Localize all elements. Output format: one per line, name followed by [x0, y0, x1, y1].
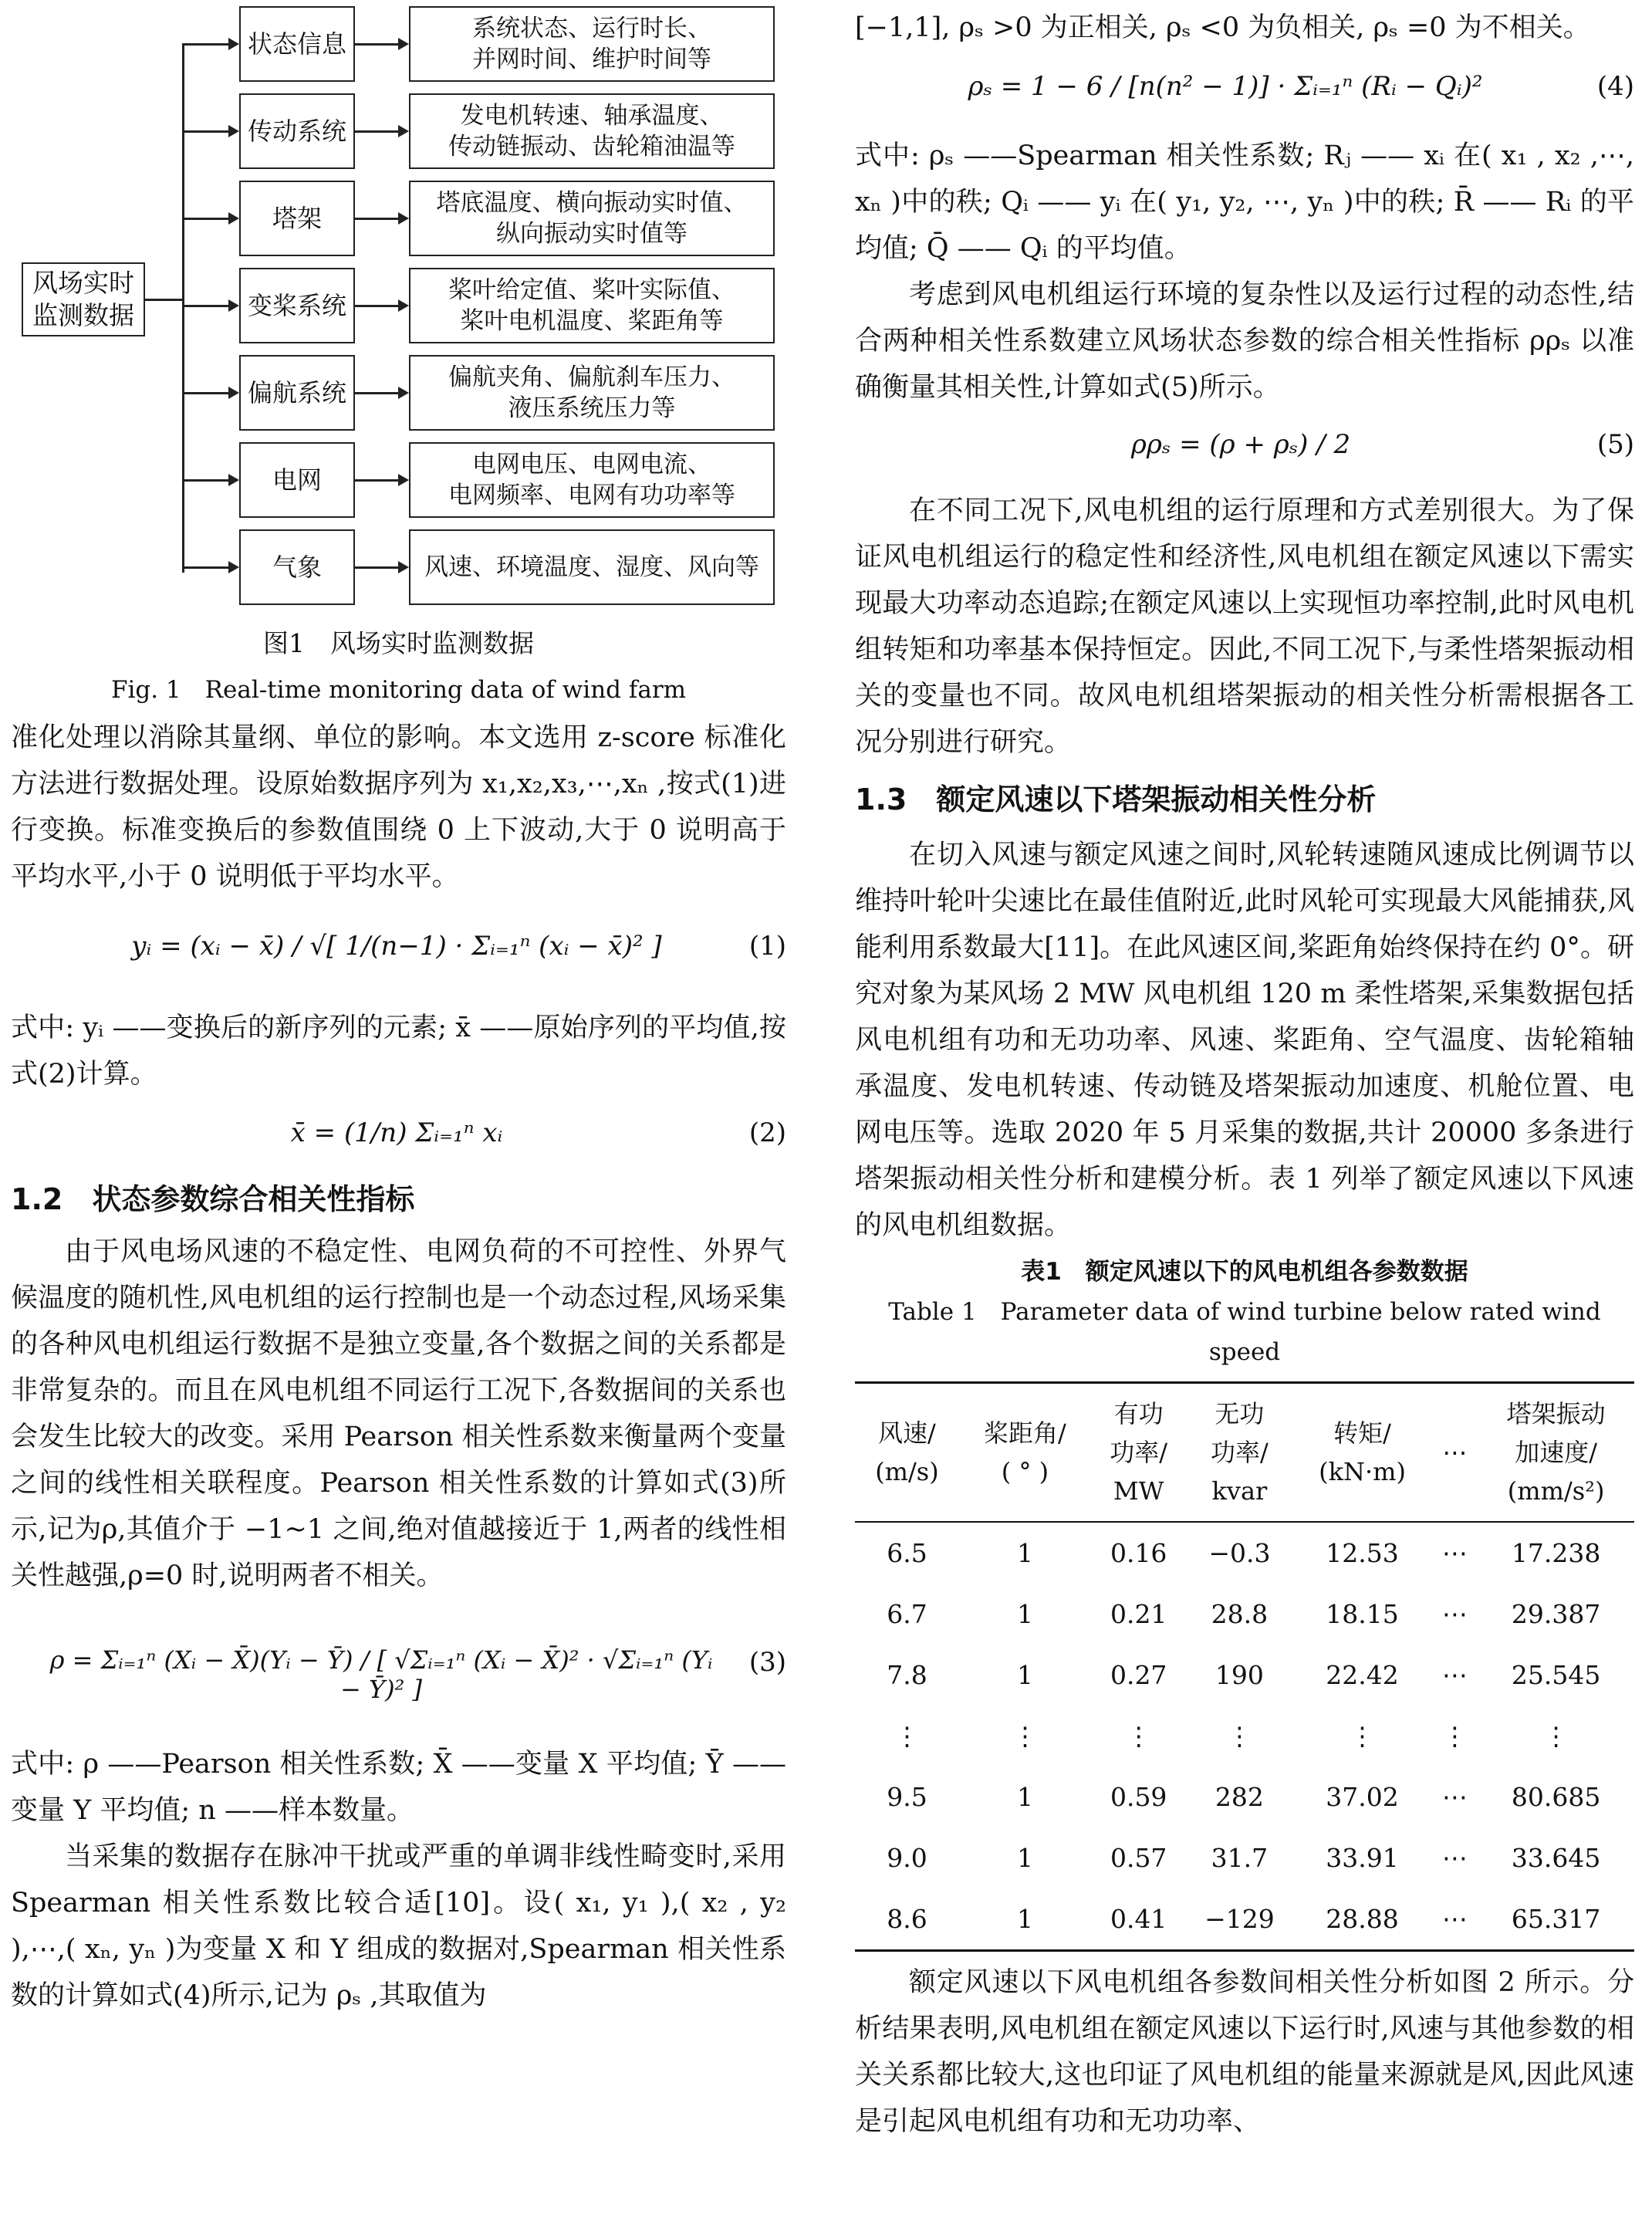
table-cell: 1 [1016, 1904, 1033, 1934]
detail-box: 发电机转速、轴承温度、 传动链振动、齿轮箱油温等 [409, 93, 775, 169]
table-cell: 31.7 [1211, 1843, 1269, 1873]
table-caption-en: Table 1 Parameter data of wind turbine below rated wind speed [888, 1298, 1601, 1366]
arrow-right-icon [398, 474, 409, 486]
parameter-table [855, 1381, 1634, 1952]
connector-root [145, 299, 184, 301]
connector-branch [182, 392, 231, 394]
table-cell: ⋯ [1441, 1782, 1468, 1812]
table-cell: 0.41 [1110, 1904, 1167, 1934]
connector-detail [355, 130, 403, 133]
detail-box: 塔底温度、横向振动实时值、 纵向振动实时值等 [409, 181, 775, 256]
left-column [11, 715, 786, 2019]
table-cell: 33.91 [1326, 1843, 1399, 1873]
equation-2 [11, 1097, 786, 1178]
detail-box: 偏航夹角、偏航刹车压力、 液压系统压力等 [409, 355, 775, 431]
category-box: 塔架 [239, 181, 355, 256]
detail-box: 系统状态、运行时长、 并网时间、维护时间等 [409, 6, 775, 82]
table-header-cell: 有功 功率/ MW [1110, 1399, 1168, 1506]
table-cell: 17.238 [1511, 1538, 1601, 1568]
equation-3-body: ρ = Σᵢ₌₁ⁿ (Xᵢ − X̄)(Yᵢ − Ȳ) / [ √Σᵢ₌₁ⁿ (Xᵢ − X̄)² · √Σᵢ₌₁ⁿ (Yᵢ − Ȳ)² ] [49, 1645, 713, 1704]
detail-box: 桨叶给定值、桨叶实际值、 桨叶电机温度、桨距角等 [409, 268, 775, 343]
paragraph: 由于风电场风速的不稳定性、电网负荷的不可控性、外界气候温度的随机性,风电机组的运行控制也是一个动态过程,风场采集的各种风电机组运行数据不是独立变量,各个数据之间的关系都是非常复杂的。而且在风电机组不同运行工况下,各数据间的关系也会发生比较大的改变。采用 Pearson 相关性系数来衡量两个变量之间的线性相关联程度。Pearson 相关性系数的计算如式(3)所示,记为ρ,其值介于 −1~1 之间,绝对值越接近于 1,两者的线性相关性越强,ρ=0 时,说明两者不相关。 [11, 1236, 786, 1591]
connector-branch [182, 43, 231, 46]
table-row [855, 1827, 1634, 1888]
connector-detail [355, 479, 403, 482]
table-cell: 7.8 [887, 1660, 927, 1690]
table-cell: ⋮ [1543, 1721, 1569, 1751]
table-cell: 25.545 [1511, 1660, 1601, 1690]
table-row [855, 1888, 1634, 1951]
table-cell: 1 [1016, 1538, 1033, 1568]
table-cell: 1 [1016, 1782, 1033, 1812]
arrow-right-icon [398, 387, 409, 399]
equation-5 [855, 411, 1634, 488]
equation-3-number: (3) [748, 1647, 786, 1678]
equation-4-number: (4) [1596, 71, 1634, 102]
table-caption-cn: 表1 额定风速以下的风电机组各参数数据 [1021, 1258, 1468, 1286]
connector-trunk [182, 43, 184, 573]
section-heading-1-2: 1.2 状态参数综合相关性指标 [11, 1182, 415, 1216]
table-cell: ⋯ [1441, 1538, 1468, 1568]
table-row [855, 1645, 1634, 1706]
arrow-right-icon [228, 38, 239, 50]
detail-box: 电网电压、电网电流、 电网频率、电网有功功率等 [409, 442, 775, 518]
connector-branch [182, 130, 231, 133]
table-cell: 9.0 [887, 1843, 927, 1873]
table-cell: 0.59 [1110, 1782, 1167, 1812]
category-box: 电网 [239, 442, 355, 518]
paragraph: 当采集的数据存在脉冲干扰或严重的单调非线性畸变时,采用 Spearman 相关性系数比较合适[10]。设( x₁, y₁ ),( x₂ , y₂ ),⋯,( xₙ, yₙ )为变量 X 和 Y 组成的数据对,Spearman 相关性系数的计算如式(4)所示,记为 ρₛ ,其取值为 [11, 1841, 786, 2011]
table-cell: ⋮ [1126, 1721, 1152, 1751]
table-cell: 1 [1016, 1843, 1033, 1873]
connector-branch [182, 218, 231, 220]
table-cell: 0.27 [1110, 1660, 1167, 1690]
table-cell: 29.387 [1511, 1599, 1601, 1629]
table-cell: 80.685 [1511, 1782, 1601, 1812]
table-cell: 28.88 [1326, 1904, 1399, 1934]
equation-2-number: (2) [748, 1117, 786, 1148]
arrow-right-icon [398, 125, 409, 137]
connector-branch [182, 566, 231, 569]
paragraph: 在不同工况下,风电机组的运行原理和方式差别很大。为了保证风电机组运行的稳定性和经济性,风电机组在额定风速以下需实现最大功率动态追踪;在额定风速以上实现恒功率控制,此时风电机组转矩和功率基本保持恒定。因此,不同工况下,与柔性塔架振动相关的变量也不同。故风电机组塔架振动的相关性分析需根据各工况分别进行研究。 [855, 495, 1634, 758]
table-cell: 190 [1215, 1660, 1264, 1690]
table-cell: 18.15 [1326, 1599, 1399, 1629]
equation-4-body: ρₛ = 1 − 6 / [n(n² − 1)] · Σᵢ₌₁ⁿ (Rᵢ − Qᵢ)² [968, 71, 1483, 102]
right-column [855, 0, 1634, 2145]
table-cell: 282 [1215, 1782, 1264, 1812]
arrow-right-icon [398, 38, 409, 50]
table-cell: ⋯ [1441, 1843, 1468, 1873]
table-cell: ⋮ [1226, 1721, 1252, 1751]
table-cell: ⋯ [1441, 1904, 1468, 1934]
table-cell: 0.21 [1110, 1599, 1167, 1629]
figure-caption-cn: 图1 风场实时监测数据 [263, 628, 534, 658]
table-cell: 12.53 [1326, 1538, 1399, 1568]
table-row [855, 1522, 1634, 1584]
paragraph: 式中: yᵢ ——变换后的新序列的元素; x̄ ——原始序列的平均值,按式(2)计算。 [11, 1013, 786, 1090]
connector-detail [355, 392, 403, 394]
table-cell: 1 [1016, 1599, 1033, 1629]
table-cell: 0.16 [1110, 1538, 1167, 1568]
table-header-row [855, 1383, 1634, 1523]
connector-branch [182, 479, 231, 482]
paragraph: [−1,1], ρₛ >0 为正相关, ρₛ <0 为负相关, ρₛ =0 为不相关。 [855, 12, 1590, 43]
table-header-cell: ⋯ [1442, 1438, 1468, 1467]
paragraph: 式中: ρ ——Pearson 相关性系数; X̄ ——变量 X 平均值; Ȳ ——变量 Y 平均值; n ——样本数量。 [11, 1749, 786, 1826]
equation-3 [11, 1599, 786, 1741]
table-cell: 0.57 [1110, 1843, 1167, 1873]
table-cell: 65.317 [1511, 1904, 1601, 1934]
category-box: 偏航系统 [239, 355, 355, 431]
table-header-cell: 无功 功率/ kvar [1211, 1399, 1269, 1506]
arrow-right-icon [228, 212, 239, 225]
equation-4 [855, 51, 1634, 133]
equation-5-number: (5) [1596, 429, 1634, 460]
arrow-right-icon [398, 212, 409, 225]
table-header-cell: 桨距角/ ( ° ) [984, 1418, 1066, 1486]
table-cell: 6.7 [887, 1599, 927, 1629]
table-cell: 8.6 [887, 1904, 927, 1934]
table-cell: ⋯ [1441, 1599, 1468, 1629]
connector-branch [182, 305, 231, 307]
arrow-right-icon [398, 299, 409, 312]
table-cell: 1 [1016, 1660, 1033, 1690]
table-cell: 37.02 [1326, 1782, 1399, 1812]
arrow-right-icon [398, 561, 409, 573]
table-cell: −129 [1204, 1904, 1275, 1934]
arrow-right-icon [228, 474, 239, 486]
paragraph: 式中: ρₛ ——Spearman 相关性系数; Rⱼ —— xᵢ 在( x₁ , x₂ ,⋯, xₙ )中的秩; Qᵢ —— yᵢ 在( y₁, y₂, ⋯, yₙ )中的秩; R̄ —— Rᵢ 的平均值; Q̄ —— Qᵢ 的平均值。 [855, 140, 1634, 264]
table-row [855, 1584, 1634, 1645]
figure-root-box: 风场实时 监测数据 [22, 262, 145, 336]
table-cell: ⋮ [1441, 1721, 1468, 1751]
table-cell: 6.5 [887, 1538, 927, 1568]
table-cell: 28.8 [1211, 1599, 1269, 1629]
connector-detail [355, 305, 403, 307]
category-box: 传动系统 [239, 93, 355, 169]
paragraph: 准化处理以消除其量纲、单位的影响。本文选用 z-score 标准化方法进行数据处理。设原始数据序列为 x₁,x₂,x₃,⋯,xₙ ,按式(1)进行变换。标准变换后的参数值围绕 0 上下波动,大于 0 说明高于平均水平,小于 0 说明低于平均水平。 [11, 722, 786, 892]
category-box: 变桨系统 [239, 268, 355, 343]
equation-1-body: yᵢ = (xᵢ − x̄) / √[ 1/(n−1) · Σᵢ₌₁ⁿ (xᵢ − x̄)² ] [131, 931, 662, 962]
table-header-cell: 转矩/ (kN·m) [1319, 1418, 1406, 1486]
connector-detail [355, 566, 403, 569]
equation-2-body: x̄ = (1/n) Σᵢ₌₁ⁿ xᵢ [290, 1117, 503, 1148]
table-header-cell: 风速/ (m/s) [875, 1418, 939, 1486]
equation-5-body: ρρₛ = (ρ + ρₛ) / 2 [1130, 429, 1351, 460]
table-cell: −0.3 [1208, 1538, 1271, 1568]
table-cell: ⋮ [1012, 1721, 1038, 1751]
connector-detail [355, 43, 403, 46]
arrow-right-icon [228, 387, 239, 399]
paragraph: 在切入风速与额定风速之间时,风轮转速随风速成比例调节以维持叶轮叶尖速比在最佳值附近,此时风轮可实现最大风能捕获,风能利用系数最大[11]。在此风速区间,桨距角始终保持在约 0°。研究对象为某风场 2 MW 风电机组 120 m 柔性塔架,采集数据包括风电机组有功和无功功率、风速、桨距角、空气温度、齿轮箱轴承温度、发电机转速、传动链及塔架振动加速度、机舱位置、电网电压等。选取 2020 年 5 月采集的数据,共计 20000 多条进行塔架振动相关性分析和建模分析。表 1 列举了额定风速以下风速的风电机组数据。 [855, 840, 1634, 1241]
category-box: 状态信息 [239, 6, 355, 82]
figure-1 [11, 0, 786, 704]
arrow-right-icon [228, 125, 239, 137]
arrow-right-icon [228, 299, 239, 312]
equation-1-number: (1) [748, 931, 786, 962]
table-row [855, 1767, 1634, 1827]
table-cell: ⋮ [894, 1721, 920, 1751]
equation-1 [11, 904, 786, 1005]
figure-caption-en: Fig. 1 Real-time monitoring data of wind farm [110, 676, 687, 704]
paragraph: 考虑到风电机组运行环境的复杂性以及运行过程的动态性,结合两种相关性系数建立风场状态参数的综合相关性指标 ρρₛ 以准确衡量其相关性,计算如式(5)所示。 [855, 279, 1634, 403]
table-header-cell: 塔架振动 加速度/ (mm/s²) [1506, 1399, 1606, 1506]
table-cell: 33.645 [1511, 1843, 1601, 1873]
connector-detail [355, 218, 403, 220]
arrow-right-icon [228, 561, 239, 573]
table-cell: ⋯ [1441, 1660, 1468, 1690]
detail-box: 风速、环境温度、湿度、风向等 [409, 529, 775, 605]
section-heading-1-3: 1.3 额定风速以下塔架振动相关性分析 [855, 783, 1377, 816]
table-cell: ⋮ [1350, 1721, 1376, 1751]
table-row [855, 1706, 1634, 1767]
table-cell: 22.42 [1326, 1660, 1399, 1690]
paragraph: 额定风速以下风电机组各参数间相关性分析如图 2 所示。分析结果表明,风电机组在额定风速以下运行时,风速与其他参数的相关关系都比较大,这也印证了风电机组的能量来源就是风,因此风速是引起风电机组有功和无功功率、 [855, 1967, 1634, 2137]
table-cell: 9.5 [887, 1782, 927, 1812]
category-box: 气象 [239, 529, 355, 605]
